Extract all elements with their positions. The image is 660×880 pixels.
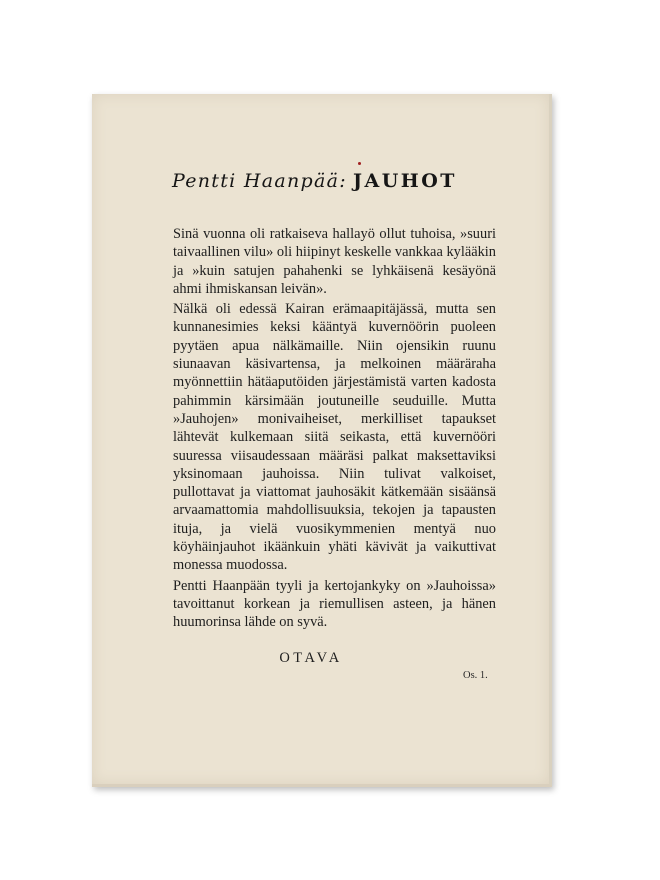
blurb-paragraph: Nälkä oli edessä Kairan erämaapitäjässä, mutta sen kunnanesimies keksi kääntyä kuvernöörin puoleen pyytäen apua nälkämaille. Niin ojensikin ruunu siunaavan käsivartensa, ja melkoinen määräraha myönnettiin hätäaputöiden järjestämistä varten kadosta pahimmin kärsimään joutuneille seuduille. Mutta »Jauhojen» monivaiheiset, merkilliset tapaukset lähtevät kulkemaan siitä seikasta, että kuvernööri suuressa viisaudessaan määräsi palkat maksettaviksi yksinomaan jauhoissa. Niin tulivat valkoiset, pullottavat ja viattomat jauhosäkit kätkemään sisäänsä arvaamattomia mahdollisuuksia, tekojen ja tapausten ituja, ja vielä vuosikymmenien mentyä nuo köyhäinjauhot ikäänkuin yhäti kävivät ja vaikuttivat monessa muodossa.	[173, 301, 496, 574]
author-name: Pentti Haanpää:	[172, 170, 347, 192]
part-label: Os. 1.	[463, 670, 488, 681]
blurb-paragraph: Sinä vuonna oli ratkaiseva hallayö ollut tuhoisa, »suuri taivaallinen vilu» oli hiipinyt keskelle vankkaa kylääkin ja »kuin satujen pahahenki se lyhkäisenä kesäyönä ahmi ihmiskansan leivän».	[173, 226, 496, 297]
ink-mark	[358, 162, 361, 165]
blurb-paragraph: Pentti Haanpään tyyli ja kertojankyky on »Jauhoissa» tavoittanut korkean ja riemullisen asteen, ja hänen huumorinsa lähde on syvä.	[173, 577, 496, 631]
cover-title-line	[172, 170, 457, 192]
publisher-name: OTAVA	[279, 650, 343, 666]
blurb-text	[173, 225, 496, 632]
book-title: JAUHOT	[352, 170, 457, 192]
